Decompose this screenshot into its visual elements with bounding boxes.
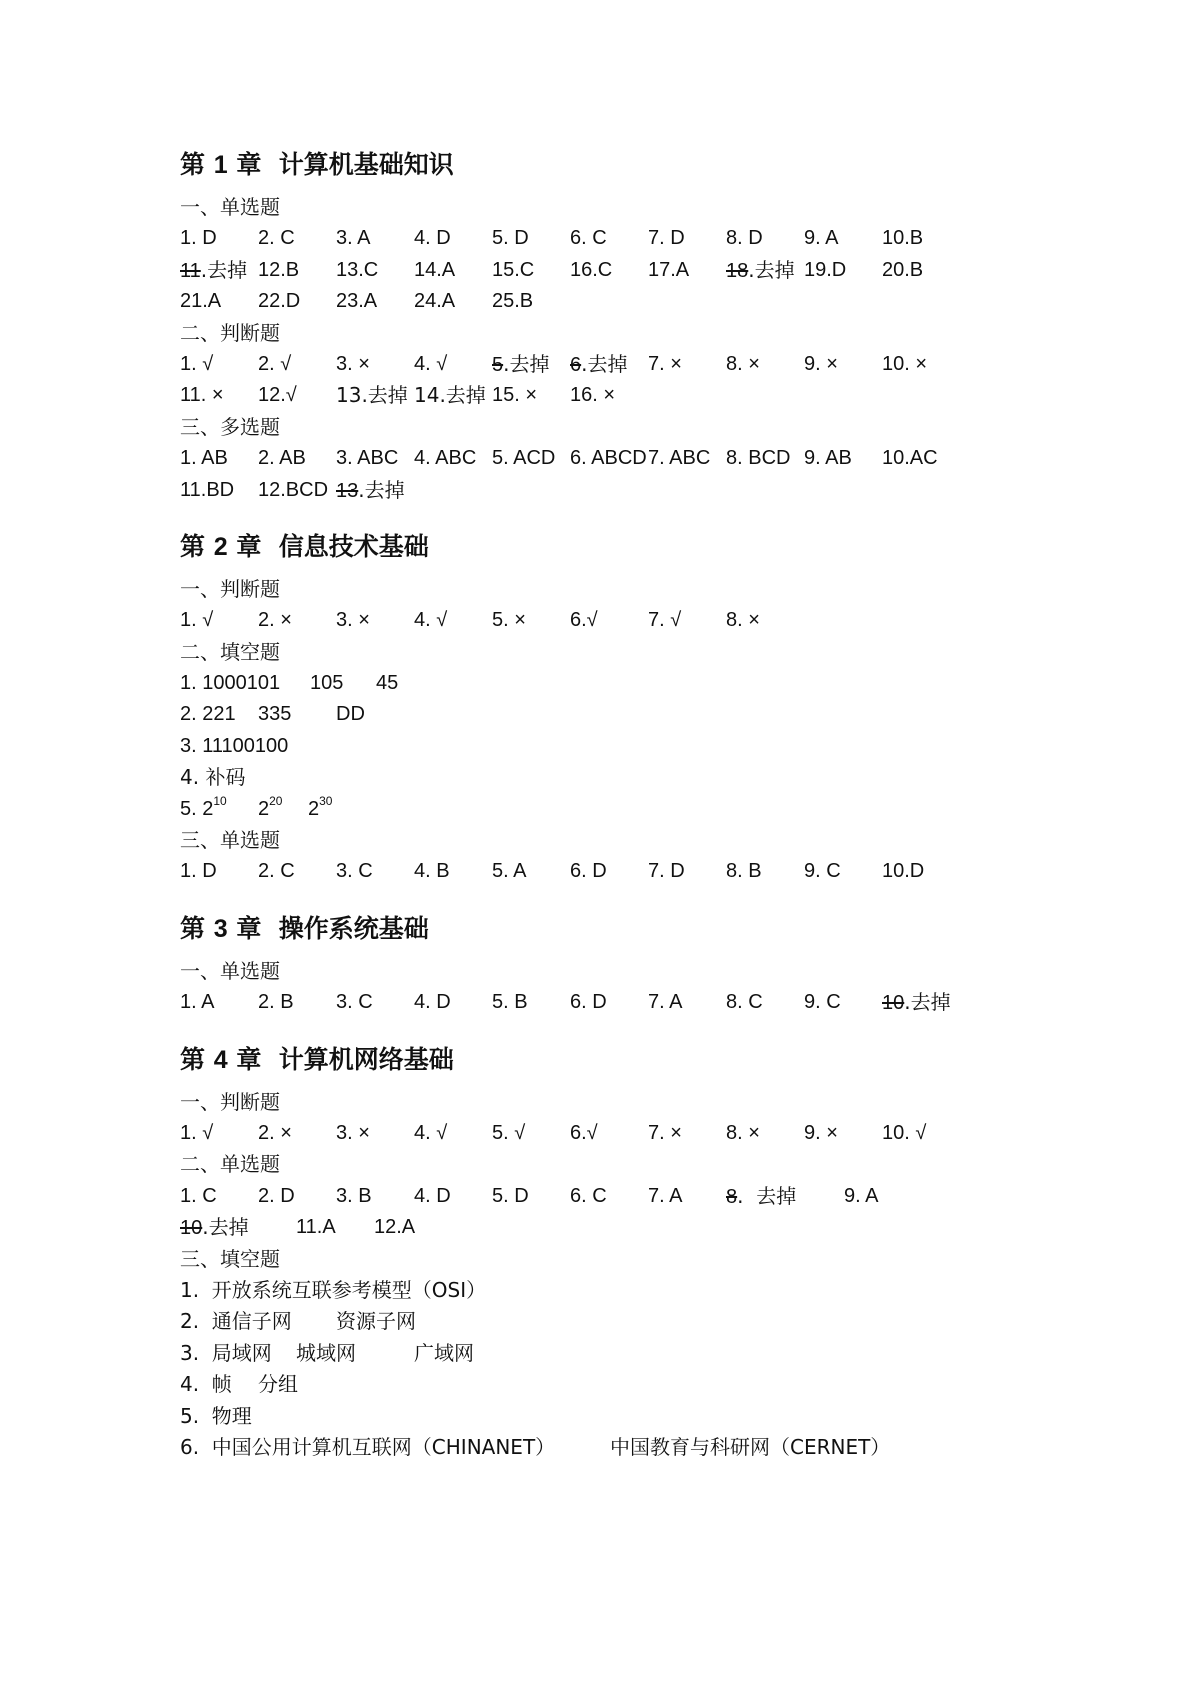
answer: 1. D — [180, 860, 217, 883]
answer: 3. × — [336, 1121, 370, 1144]
answer: 8. × — [726, 352, 760, 375]
answer: 1. √ — [180, 352, 214, 375]
answer: 4. √ — [414, 352, 448, 375]
answer: 8. D — [726, 227, 763, 250]
removed-answer: 11.去掉 — [180, 257, 248, 282]
answer: 9. AB — [804, 447, 852, 470]
answer: 4. 补码 — [180, 765, 246, 790]
ch2-fill-5 — [180, 794, 1080, 825]
answer: 2. 221 — [180, 703, 236, 726]
ch1-multi-choice-row-2 — [180, 475, 1080, 506]
answer: 9. A — [844, 1184, 879, 1207]
removed-answer: 10.去掉 — [180, 1215, 249, 1240]
ch4-single-choice-row-2 — [180, 1212, 1080, 1243]
answer: 1. AB — [180, 447, 228, 470]
removed-answer: 10.去掉 — [882, 990, 951, 1015]
ch1-section-multi-choice: 三、多选题 — [180, 414, 280, 439]
answer: 9. C — [804, 991, 841, 1014]
answer: 10.AC — [882, 447, 938, 470]
ch4-fill-1 — [180, 1275, 1080, 1306]
answer: 12.BCD — [258, 478, 329, 501]
answer: 9. C — [804, 860, 841, 883]
answer: 2. × — [258, 609, 292, 632]
answer: 10.D — [882, 860, 925, 883]
ch2-section-single-choice: 三、单选题 — [180, 828, 280, 853]
answer: 6. D — [570, 860, 607, 883]
answer: 17.A — [648, 258, 690, 281]
ch1-true-false-row-2 — [180, 380, 1080, 411]
answer: 14.去掉 — [414, 383, 486, 408]
answer: 7. √ — [648, 609, 682, 632]
ch2-section-fill-blank: 二、填空题 — [180, 639, 280, 664]
ch1-section-true-false: 二、判断题 — [180, 320, 280, 345]
answer: 5. √ — [492, 1121, 526, 1144]
answer: 3. 局域网 — [180, 1340, 272, 1365]
answer: 4. B — [414, 860, 450, 883]
answer: 11. × — [180, 384, 224, 407]
answer: 12.B — [258, 258, 300, 281]
answer: 资源子网 — [336, 1309, 416, 1334]
answer: 5. D — [492, 1184, 529, 1207]
ch1-true-false-row-1 — [180, 349, 1080, 380]
ch4-single-choice-row-1 — [180, 1181, 1080, 1212]
answer: 3. B — [336, 1184, 372, 1207]
answer: 22.D — [258, 290, 301, 313]
answer: 2. C — [258, 227, 295, 250]
answer: 7. A — [648, 991, 683, 1014]
chapter-4-title: 第 4 章 计算机网络基础 — [180, 1044, 454, 1074]
ch2-single-choice-row-1 — [180, 856, 1080, 887]
answer: 8. C — [726, 991, 763, 1014]
answer: 5. 物理 — [180, 1403, 252, 1428]
answer: 6.√ — [570, 609, 598, 632]
answer: 6. ABCD — [570, 447, 647, 470]
answer: 1. C — [180, 1184, 217, 1207]
ch4-fill-4 — [180, 1369, 1080, 1400]
answer: 1. 开放系统互联参考模型（OSI） — [180, 1277, 487, 1302]
answer: 15.C — [492, 258, 535, 281]
answer: 6. C — [570, 1184, 607, 1207]
ch4-fill-5 — [180, 1401, 1080, 1432]
ch2-section-true-false: 一、判断题 — [180, 576, 280, 601]
answer: 5. × — [492, 609, 526, 632]
answer: 2. D — [258, 1184, 295, 1207]
answer: 16. × — [570, 384, 616, 407]
answer: 19.D — [804, 258, 847, 281]
answer: 4. D — [414, 1184, 451, 1207]
answer: 3. × — [336, 352, 370, 375]
answer: 45 — [376, 672, 399, 695]
ch4-section-true-false: 一、判断题 — [180, 1089, 280, 1114]
answer: 9. A — [804, 227, 839, 250]
answer: 3. ABC — [336, 447, 399, 470]
answer: 2. 通信子网 — [180, 1309, 292, 1334]
answer: $2^{30}$ — [308, 793, 333, 820]
answer: 4. D — [414, 991, 451, 1014]
answer: 11.A — [296, 1216, 336, 1239]
answer: 1. √ — [180, 1121, 214, 1144]
answer: 5. D — [492, 227, 529, 250]
answer: 12.√ — [258, 384, 297, 407]
ch2-fill-2 — [180, 699, 1080, 730]
answer: 5. B — [492, 991, 528, 1014]
answer: 7. × — [648, 1121, 682, 1144]
answer: 12.A — [374, 1216, 416, 1239]
answer: 6. 中国公用计算机互联网（CHINANET） — [180, 1434, 556, 1459]
answer: 8. B — [726, 860, 762, 883]
answer: 广域网 — [414, 1340, 474, 1365]
chapter-2-title: 第 2 章 信息技术基础 — [180, 531, 429, 561]
answer: 3. 11100100 — [180, 734, 289, 757]
ch4-section-fill-blank: 三、填空题 — [180, 1246, 280, 1271]
answer: $2^{20}$ — [258, 793, 283, 820]
answer: 9. × — [804, 1121, 838, 1144]
answer: 2. B — [258, 991, 294, 1014]
ch4-true-false-row-1 — [180, 1118, 1080, 1149]
answer: 6.√ — [570, 1121, 598, 1144]
ch1-section-single-choice: 一、单选题 — [180, 195, 280, 219]
ch2-true-false-row-1 — [180, 605, 1080, 636]
ch4-section-single-choice: 二、单选题 — [180, 1152, 280, 1177]
answer: 7. D — [648, 227, 685, 250]
answer: 8. × — [726, 609, 760, 632]
ch2-fill-1 — [180, 668, 1080, 699]
answer: 10. × — [882, 352, 928, 375]
chapter-3-title: 第 3 章 操作系统基础 — [180, 913, 429, 943]
ch1-single-choice-row-2 — [180, 255, 1080, 286]
ch3-section-single-choice: 一、单选题 — [180, 958, 280, 983]
answer: 2. C — [258, 860, 295, 883]
removed-answer: 5.去掉 — [492, 351, 550, 376]
answer: 15. × — [492, 384, 538, 407]
answer-key-page — [180, 150, 1080, 1463]
answer: 105 — [310, 672, 344, 695]
answer: 7. A — [648, 1184, 683, 1207]
ch2-fill-4 — [180, 762, 1080, 793]
answer: 4. √ — [414, 609, 448, 632]
answer: 20.B — [882, 258, 924, 281]
answer: 4. √ — [414, 1121, 448, 1144]
answer: 8. BCD — [726, 447, 791, 470]
answer: 25.B — [492, 290, 534, 313]
answer: 2. AB — [258, 447, 306, 470]
answer: 4. D — [414, 227, 451, 250]
ch1-single-choice-row-3 — [180, 286, 1080, 317]
ch4-fill-3 — [180, 1338, 1080, 1369]
answer: 24.A — [414, 290, 456, 313]
answer: 8. × — [726, 1121, 760, 1144]
ch3-single-choice-row-1 — [180, 987, 1080, 1018]
answer: 13.去掉 — [336, 383, 408, 408]
answer: 5. ACD — [492, 447, 556, 470]
answer: 2. × — [258, 1121, 292, 1144]
answer: 4. 帧 — [180, 1372, 232, 1397]
answer: 16.C — [570, 258, 613, 281]
answer: 11.BD — [180, 478, 235, 501]
answer: DD — [336, 703, 365, 726]
removed-answer: 18.去掉 — [726, 257, 795, 282]
chapter-1-title: 第 1 章 计算机基础知识 — [180, 150, 454, 179]
answer: 7. ABC — [648, 447, 711, 470]
answer: 5. A — [492, 860, 527, 883]
removed-answer: 6.去掉 — [570, 351, 628, 376]
answer: 分组 — [258, 1372, 298, 1397]
answer: 3. × — [336, 609, 370, 632]
answer: 10.B — [882, 227, 924, 250]
answer: 7. × — [648, 352, 682, 375]
answer: 3. A — [336, 227, 371, 250]
answer: 5. $2^{10}$ — [180, 793, 227, 820]
ch4-fill-6 — [180, 1432, 1080, 1463]
removed-answer: 13.去掉 — [336, 477, 405, 502]
answer: 中国教育与科研网（CERNET） — [610, 1434, 891, 1459]
answer: 4. ABC — [414, 447, 477, 470]
answer: 21.A — [180, 290, 222, 313]
answer: 7. D — [648, 860, 685, 883]
answer: 23.A — [336, 290, 378, 313]
answer: 9. × — [804, 352, 838, 375]
answer: 3. C — [336, 860, 373, 883]
answer: 10. √ — [882, 1121, 927, 1144]
answer: 2. √ — [258, 352, 292, 375]
removed-answer: 8. 去掉 — [726, 1183, 797, 1208]
answer: 6. C — [570, 227, 607, 250]
answer: 6. D — [570, 991, 607, 1014]
answer: 335 — [258, 703, 292, 726]
answer: 13.C — [336, 258, 379, 281]
answer: 1. D — [180, 227, 217, 250]
ch1-single-choice-row-1 — [180, 223, 1080, 254]
ch4-fill-2 — [180, 1306, 1080, 1337]
answer: 城域网 — [296, 1340, 356, 1365]
answer: 1. √ — [180, 609, 214, 632]
answer: 3. C — [336, 991, 373, 1014]
ch2-fill-3 — [180, 731, 1080, 762]
answer: 1. 1000101 — [180, 672, 281, 695]
answer: 1. A — [180, 991, 215, 1014]
ch1-multi-choice-row-1 — [180, 443, 1080, 474]
answer: 14.A — [414, 258, 456, 281]
